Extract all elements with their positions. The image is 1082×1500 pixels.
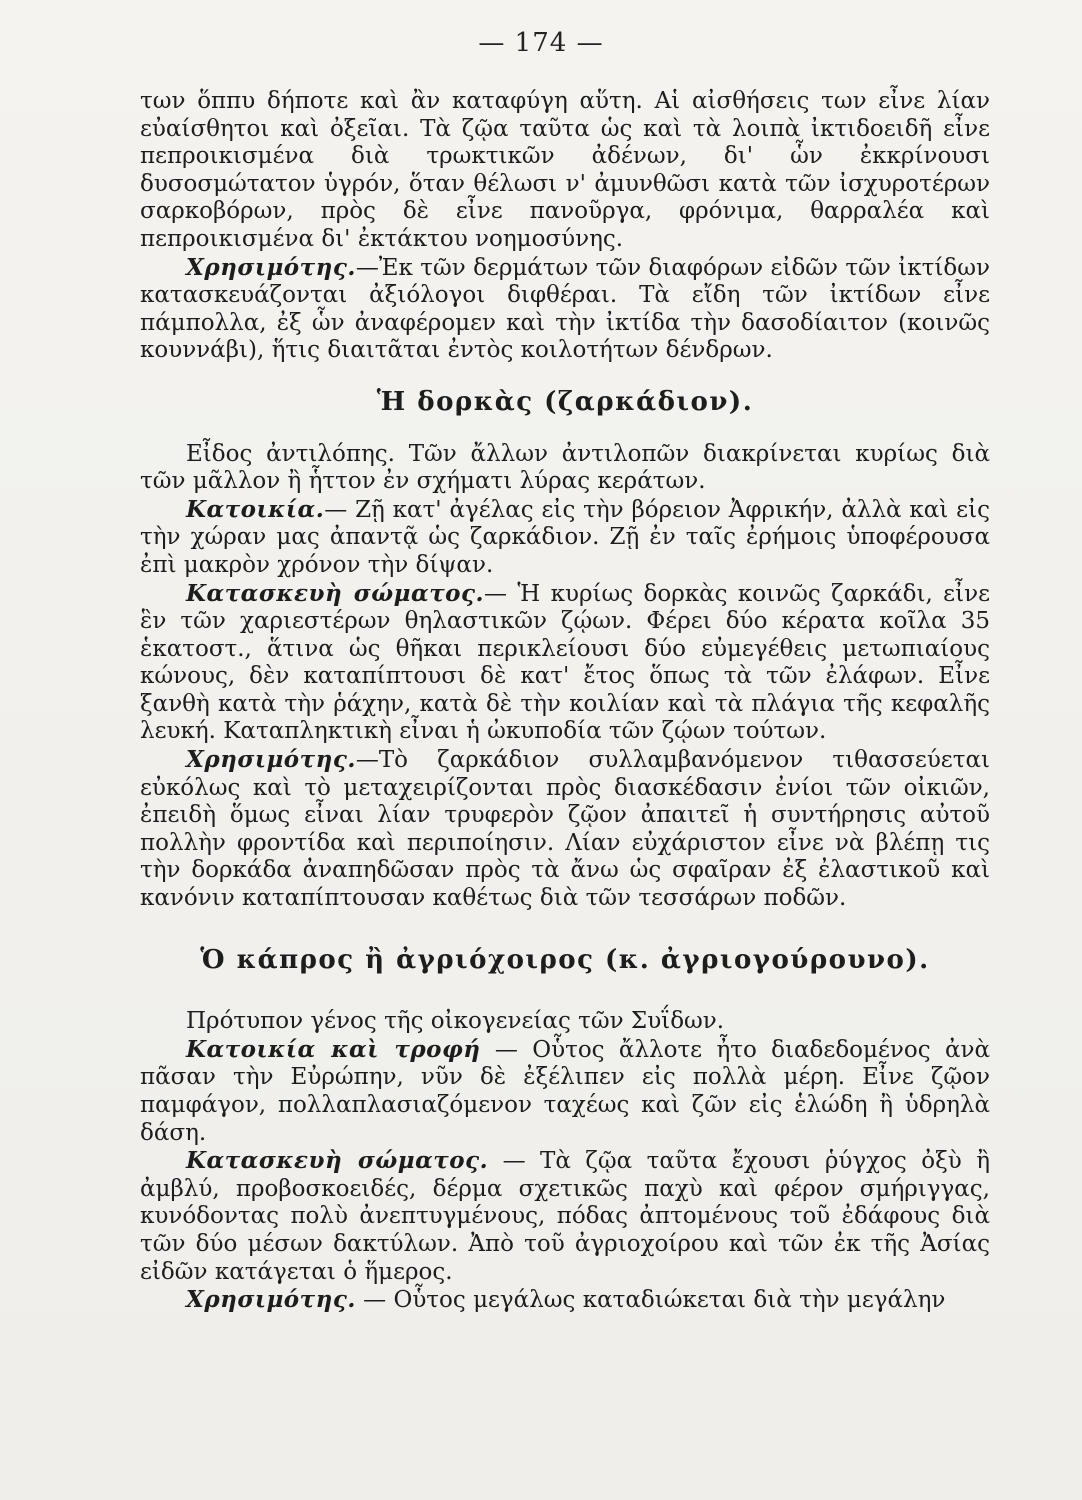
gazelle-habitat-lead: Κατοικία. (186, 495, 325, 523)
ictis-description-paragraph: των ὅππυ δήποτε καὶ ἂν καταφύγη αὕτη. Αἱ αἰσθήσεις των εἶνε λίαν εὐαίσθητοι καὶ ὀξεῖαι. Τὰ ζῷα ταῦτα ὡς καὶ τὰ λοιπὰ ἰκτιδοειδῆ εἶνε πεπροικισμένα διὰ τρωκτικῶν ἀδένων, δι' ὧν ἐκκρίνουσι δυσοσμώτατον ὑγρόν, ὅταν θέλωσι ν' ἀμυνθῶσι κατὰ τῶν ἰσχυροτέρων σαρκοβόρων, πρὸς δὲ εἶνε πανοῦργα, φρόνιμα, θαρραλέα καὶ πεπροικισμένα δι' ἐκτάκτου νοημοσύνης. (140, 88, 990, 252)
boar-heading: Ὁ κάπρος ἢ ἀγριόχοιρος (κ. ἀγριογούρουνο). (200, 944, 930, 975)
gazelle-heading: Ἡ δορκὰς (ζαρκάδιον). (376, 386, 754, 417)
boar-body-lead: Κατασκευὴ σώματος. (186, 1147, 489, 1175)
boar-habitat-text: — Οὗτος ἄλλοτε ἦτο διαδεδομένος ἀνὰ πᾶσαν τὴν Εὐρώπην, νῦν δὲ ἐξέλιπεν εἰς πολλὰ μέρη. Εἶνε ζῷον παμφάγον, πολλαπλασιαζόμενον ταχέως καὶ ζῶν εἰς ἑλώδη ἢ ὑδρηλὰ δάση. (140, 1036, 990, 1146)
gazelle-body-text: — Ἡ κυρίως δορκὰς κοινῶς ζαρκάδι, εἶνε ἓν τῶν χαριεστέρων θηλαστικῶν ζῴων. Φέρει δύο κέρατα κοῖλα 35 ἑκατοστ., ἅτινα ὡς θῆκαι περικλείουσι δύο εὐμεγέθεις μετωπιαίους κώνους, δὲν καταπίπτουσι δὲ κατ' ἔτος ὅπως τὰ τῶν ἐλάφων. Εἶνε ξανθὴ κατὰ τὴν ῥάχην, κατὰ δὲ τὴν κοιλίαν καὶ τὰ πλάγια τῆς κεφαλῆς λευκή. Καταπληκτικὴ εἶναι ἡ ὠκυποδία τῶν ζῴων τούτων. (140, 580, 991, 745)
gazelle-usefulness-text: —Τὸ ζαρκάδιον συλλαμβανόμενον τιθασσεύεται εὐκόλως καὶ τὸ μεταχειρίζονται πρὸς διασκέδασιν ἐνίοι τῶν οἰκιῶν, ἐπειδὴ ὅμως εἶναι λίαν τρυφερὸν ζῷον ἀπαιτεῖ ἡ συντήρησις αὐτοῦ πολλὴν φροντίδα καὶ περιποίησιν. Λίαν εὐχάριστον εἶνε νὰ βλέπῃ τις τὴν δορκάδα ἀναπηδῶσαν πρὸς τὰ ἄνω ὡς σφαῖραν ἐξ ἐλαστικοῦ καὶ κανόνιν καταπίπτουσαν καθέτως διὰ τῶν τεσσάρων ποδῶν. (140, 747, 990, 912)
boar-usefulness-lead: Χρησιμότης. (186, 1286, 356, 1314)
ictis-usefulness-text: —Ἐκ τῶν δερμάτων τῶν διαφόρων εἰδῶν τῶν ἰκτίδων κατασκευάζονται ἀξιόλογοι διφθέραι. Τὰ εἴδη τῶν ἰκτίδων εἶνε πάμπολλα, ἐξ ὧν ἀναφέρομεν καὶ τὴν ἰκτίδα τὴν δασοδίαιτον (κοινῶς κουννάβι), ἥτις διαιτᾶται ἐντὸς κοιλοτήτων δένδρων. (140, 254, 990, 364)
gazelle-body-paragraph (140, 580, 990, 747)
ictis-usefulness-lead: Χρησιμότης. (186, 253, 356, 281)
boar-habitat-lead: Κατοικία καὶ τροφή (186, 1035, 481, 1063)
gazelle-usefulness-paragraph (140, 746, 990, 913)
gazelle-usefulness-lead: Χρησιμότης. (186, 746, 356, 774)
boar-intro-paragraph: Πρότυπον γένος τῆς οἰκογενείας τῶν Συΐδων. (186, 1008, 725, 1035)
ictis-usefulness-paragraph (140, 254, 990, 365)
gazelle-intro-paragraph: Εἶδος ἀντιλόπης. Τῶν ἄλλων ἀντιλοπῶν διακρίνεται κυρίως διὰ τῶν μᾶλλον ἢ ἧττον ἐν σχήματι λύρας κεράτων. (140, 440, 990, 495)
boar-body-text: — Τὰ ζῷα ταῦτα ἔχουσι ῥύγχος ὀξὺ ἢ ἀμβλύ, προβοσκοειδές, δέρμα σχετικῶς παχὺ καὶ φέρον σμήριγγας, κυνόδοντας πολὺ ἀνεπτυγμένους, πόδας ἀπτομένους τοῦ ἐδάφους διὰ τῶν δύο μέσων δακτύλων. Ἀπὸ τοῦ ἀγριοχοίρου καὶ τῶν ἐκ τῆς Ἀσίας εἰδῶν κατάγεται ὁ ἥμερος. (140, 1148, 990, 1285)
boar-usefulness-text: — Οὗτος μεγάλως καταδιώκεται διὰ τὴν μεγάλην (355, 1287, 946, 1314)
gazelle-body-lead: Κατασκευὴ σώματος. (186, 579, 485, 607)
gazelle-habitat-text: — Ζῇ κατ' ἀγέλας εἰς τὴν βόρειον Ἀφρικήν, ἀλλὰ καὶ εἰς τὴν χώραν μας ἀπαντᾷ ὡς ζαρκάδιον. Ζῇ ἐν ταῖς ἐρήμοις ὑποφέρουσα ἐπὶ μακρὸν χρόνον τὴν δίψαν. (140, 496, 990, 578)
boar-habitat-paragraph (140, 1036, 990, 1147)
gazelle-habitat-paragraph (140, 496, 990, 580)
main-text (140, 88, 990, 1315)
boar-body-paragraph (140, 1147, 990, 1286)
boar-usefulness-paragraph (140, 1286, 990, 1315)
page-number: — 174 — (478, 28, 604, 58)
